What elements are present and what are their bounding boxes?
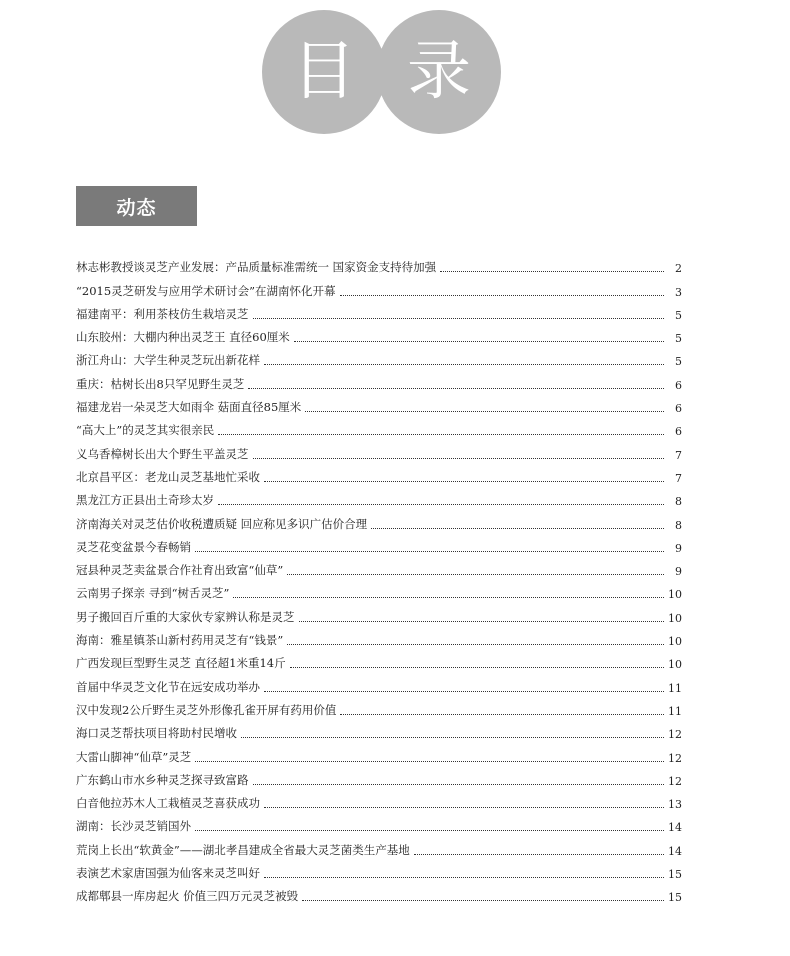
dot-leader [290,667,664,668]
section-heading-label: 动态 [116,196,157,219]
toc-entry-page: 10 [668,635,682,649]
toc-entry-title: 义乌香樟树长出大个野生平盖灵芝 [76,446,249,461]
title-circle-left [262,10,386,134]
toc-entry-page: 11 [668,681,682,695]
toc-entry-title: “2015灵芝研发与应用学术研讨会”在湖南怀化开幕 [76,283,336,298]
dot-leader [253,458,665,459]
dot-leader [414,854,664,855]
toc-entry-title: 北京昌平区：老龙山灵芝基地忙采收 [76,469,260,484]
dot-leader [294,341,664,342]
dot-leader [264,481,664,482]
toc-entry-page: 12 [668,751,682,765]
dot-leader [218,504,664,505]
toc-entry-title: 成都郫县一库房起火 价值三四万元灵芝被毁 [76,889,299,904]
toc-entry[interactable] [76,671,682,694]
toc-entry-page: 13 [668,798,682,812]
toc-entry[interactable] [76,881,682,904]
toc-entry-page: 15 [668,868,682,882]
dot-leader [195,830,664,831]
dot-leader [287,644,664,645]
toc-entry[interactable] [76,485,682,508]
toc-entry[interactable] [76,508,682,531]
toc-entry-title: 广东鹤山市水乡种灵芝探寻致富路 [76,772,249,787]
toc-entry-title: 浙江舟山：大学生种灵芝玩出新花样 [76,353,260,368]
toc-entry[interactable] [76,601,682,624]
dot-leader [371,528,664,529]
toc-entry-page: 2 [675,262,682,276]
toc-entry[interactable] [76,718,682,741]
toc-entry-title: 男子搬回百斤重的大家伙专家辨认称是灵芝 [76,609,295,624]
toc-entry[interactable] [76,322,682,345]
toc-entry-title: 福建龙岩一朵灵芝大如雨伞 菇面直径85厘米 [76,400,302,415]
toc-entry-page: 3 [675,285,682,299]
dot-leader [218,434,664,435]
dot-leader [302,900,664,901]
toc-entry-title: 云南男子探亲 寻到“树舌灵芝” [76,586,230,601]
toc-entry[interactable] [76,415,682,438]
toc-entry-page: 6 [675,402,682,416]
toc-entry-page: 5 [675,332,682,346]
toc-entry-page: 6 [675,378,682,392]
dot-leader [241,737,664,738]
toc-entry-title: 湖南：长沙灵芝销国外 [76,819,191,834]
toc-entry[interactable] [76,252,682,275]
table-of-contents [76,252,682,904]
toc-entry-title: 黑龙江方正县出土奇珍太岁 [76,493,214,508]
toc-entry-title: 重庆：枯树长出8只罕见野生灵芝 [76,376,245,391]
toc-entry-title: 冠县种灵芝卖盆景合作社育出致富“仙草” [76,563,284,578]
toc-entry[interactable] [76,788,682,811]
toc-entry[interactable] [76,834,682,857]
toc-entry-title: 福建南平：利用茶枝仿生栽培灵芝 [76,306,249,321]
toc-entry-title: 海口灵芝帮扶项目将助村民增收 [76,726,237,741]
toc-entry-page: 7 [675,471,682,485]
toc-entry[interactable] [76,625,682,648]
dot-leader [305,411,664,412]
toc-entry-title: “高大上”的灵芝其实很亲民 [76,423,215,438]
dot-leader [264,364,664,365]
toc-entry[interactable] [76,858,682,881]
section-heading [76,186,197,226]
toc-entry-title: 山东胶州：大棚内种出灵芝王 直径60厘米 [76,330,290,345]
toc-entry-page: 5 [675,308,682,322]
toc-entry-title: 表演艺术家唐国强为仙客来灵芝叫好 [76,866,260,881]
dot-leader [264,877,664,878]
toc-entry[interactable] [76,392,682,415]
toc-entry-page: 15 [668,891,682,905]
toc-entry-page: 9 [675,565,682,579]
toc-entry[interactable] [76,532,682,555]
dot-leader [287,574,664,575]
toc-entry-page: 6 [675,425,682,439]
toc-entry-page: 14 [668,844,682,858]
toc-entry-page: 11 [668,704,682,718]
toc-entry[interactable] [76,462,682,485]
dot-leader [195,761,664,762]
toc-entry-title: 大雷山脚神“仙草”灵芝 [76,749,192,764]
toc-entry-title: 广西发现巨型野生灵芝 直径超1米重14斤 [76,656,286,671]
toc-entry-title: 首届中华灵芝文化节在远安成功举办 [76,679,260,694]
dot-leader [340,714,664,715]
toc-entry-page: 9 [675,541,682,555]
toc-entry-page: 10 [668,658,682,672]
toc-entry-title: 汉中发现2公斤野生灵芝外形像孔雀开屏有药用价值 [76,702,337,717]
toc-entry-page: 14 [668,821,682,835]
dot-leader [299,621,665,622]
toc-entry-page: 10 [668,611,682,625]
dot-leader [340,295,664,296]
toc-entry[interactable] [76,299,682,322]
toc-entry[interactable] [76,578,682,601]
toc-entry[interactable] [76,555,682,578]
toc-entry-page: 7 [675,448,682,462]
dot-leader [233,597,664,598]
toc-entry[interactable] [76,438,682,461]
dot-leader [253,784,665,785]
toc-entry[interactable] [76,345,682,368]
title-circle-right [377,10,501,134]
toc-entry[interactable] [76,811,682,834]
toc-entry-title: 灵芝花变盆景今春畅销 [76,539,191,554]
toc-entry-page: 8 [675,518,682,532]
toc-entry[interactable] [76,368,682,391]
toc-entry[interactable] [76,741,682,764]
dot-leader [264,807,664,808]
dot-leader [264,691,664,692]
dot-leader [440,271,664,272]
toc-entry-title: 白音他拉苏木人工栽植灵芝喜获成功 [76,796,260,811]
toc-entry[interactable] [76,695,682,718]
dot-leader [248,388,664,389]
toc-entry[interactable] [76,275,682,298]
toc-entry-page: 8 [675,495,682,509]
title-char-2: 录 [407,35,471,109]
dot-leader [195,551,664,552]
title-char-1: 目 [292,35,356,109]
toc-entry-page: 5 [675,355,682,369]
toc-entry-page: 12 [668,774,682,788]
toc-entry-title: 海南：雅星镇茶山新村药用灵芝有“钱景” [76,633,284,648]
toc-entry[interactable] [76,765,682,788]
toc-entry-title: 荒岗上长出“软黄金”——湖北孝昌建成全省最大灵芝菌类生产基地 [76,842,410,857]
toc-entry-page: 12 [668,728,682,742]
toc-entry[interactable] [76,648,682,671]
toc-entry-title: 济南海关对灵芝估价收税遭质疑 回应称见多识广估价合理 [76,516,368,531]
toc-entry-page: 10 [668,588,682,602]
toc-entry-title: 林志彬教授谈灵芝产业发展：产品质量标准需统一 国家资金支持待加强 [76,260,437,275]
dot-leader [253,318,665,319]
